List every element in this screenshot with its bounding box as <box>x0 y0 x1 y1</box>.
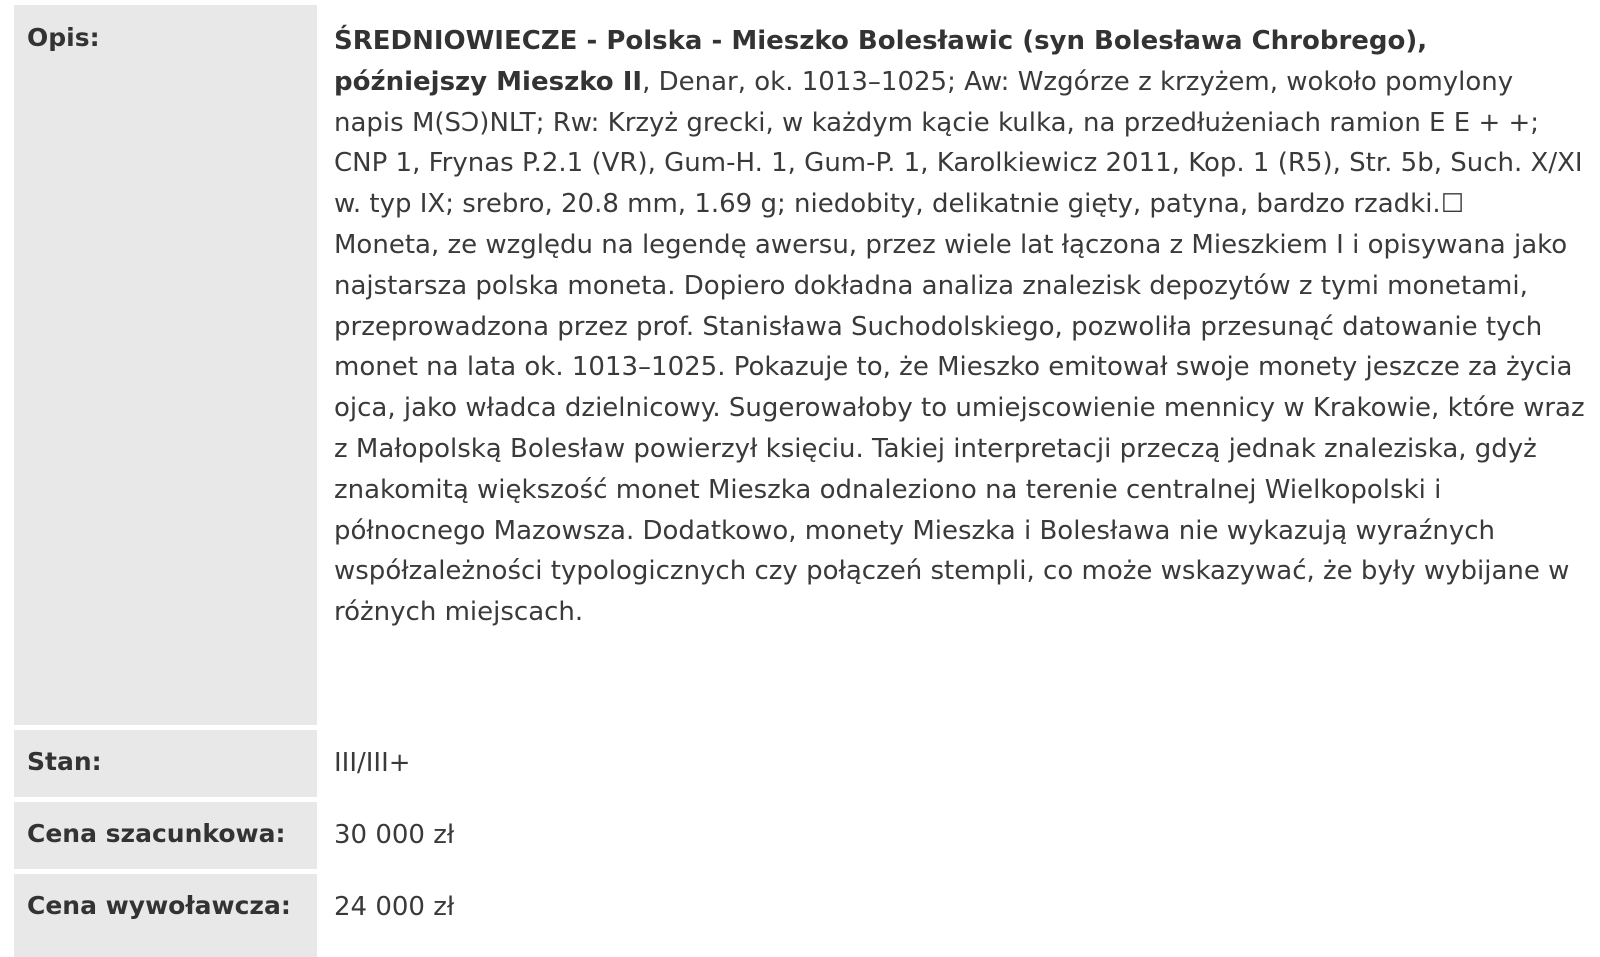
description-value <box>322 5 1600 725</box>
condition-row <box>14 730 1600 797</box>
condition-value: III/III+ <box>322 730 1600 797</box>
starting-price-label: Cena wywoławcza: <box>14 874 317 957</box>
lot-details: , Denar, ok. 1013–1025; Aw: Wzgórze z krzyżem, wokoło pomylony napis M(SƆ)NLT; Rw: Krzyż grecki, w każdym kącie kulka, na przedłużeniach ramion E E + +; CNP 1, Frynas P.2.1 (VR), Gum-H. 1, Gum-P. 1, Karolkiewicz 2011, Kop. 1 (R5), Str. 5b, Such. X/XI w. typ IX; srebro, 20.8 mm, 1.69 g; niedobity, delikatnie gięty, patyna, bardzo rzadki.☐ <box>334 66 1583 220</box>
lot-title: ŚREDNIOWIECZE - Polska - Mieszko Bolesławic (syn Bolesława Chrobrego), późniejszy Mieszko II <box>334 26 1428 97</box>
description-label: Opis: <box>14 5 317 725</box>
condition-label: Stan: <box>14 730 317 797</box>
starting-price-value: 24 000 zł <box>322 874 1600 957</box>
estimate-row <box>14 802 1600 869</box>
description-row <box>14 5 1600 725</box>
estimate-label: Cena szacunkowa: <box>14 802 317 869</box>
lot-details-table <box>14 0 1600 957</box>
lot-historical-note: Moneta, ze względu na legendę awersu, przez wiele lat łączona z Mieszkiem I i opisywana jako najstarsza polska moneta. Dopiero dokładna analiza znalezisk depozytów z tymi monetami, przeprowadzona przez prof. Stanisława Suchodolskiego, pozwoliła przesunąć datowanie tych monet na lata ok. 1013–1025. Pokazuje to, że Mieszko emitował swoje monety jeszcze za życia ojca, jako władca dzielnicowy. Sugerowałoby to umiejscowienie mennicy w Krakowie, które wraz z Małopolską Bolesław powierzył księciu. Takiej interpretacji przeczą jednak znaleziska, gdyż znakomitą większość monet Mieszka odnaleziono na terenie centralnej Wielkopolski i północnego Mazowsza. Dodatkowo, monety Mieszka i Bolesława nie wykazują wyraźnych współzależności typologicznych czy połączeń stempli, co może wskazywać, że były wybijane w różnych miejscach. <box>334 229 1585 628</box>
starting-price-row <box>14 874 1600 957</box>
estimate-value: 30 000 zł <box>322 802 1600 869</box>
description-main <box>334 21 1588 225</box>
